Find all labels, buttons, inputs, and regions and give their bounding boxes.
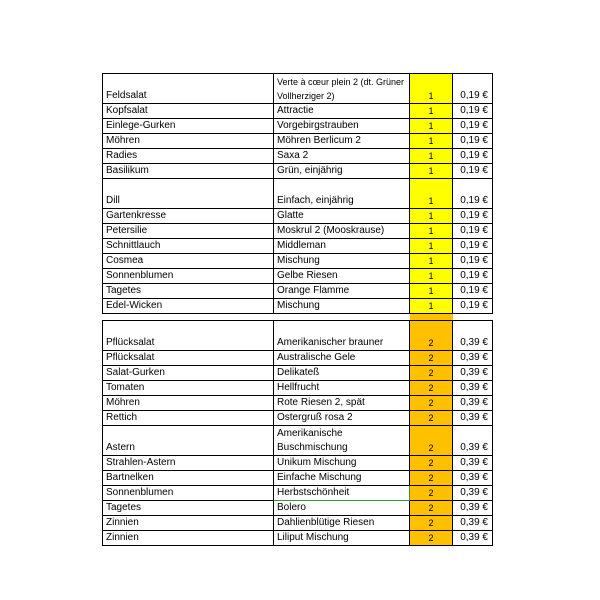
plant-cell[interactable]: Sonnenblumen: [103, 486, 274, 501]
plant-cell[interactable]: Edel-Wicken: [103, 299, 274, 314]
table-row: [103, 501, 493, 516]
level-cell[interactable]: 1: [410, 239, 453, 254]
plant-cell[interactable]: Möhren: [103, 396, 274, 411]
level-cell[interactable]: 1: [410, 179, 453, 209]
table-row: [103, 209, 493, 224]
price-cell[interactable]: 0,19 €: [453, 284, 493, 299]
price-cell[interactable]: 0,39 €: [453, 321, 493, 351]
plant-cell[interactable]: Radies: [103, 149, 274, 164]
price-cell[interactable]: 0,39 €: [453, 426, 493, 456]
price-cell[interactable]: 0,19 €: [453, 299, 493, 314]
level-cell[interactable]: 1: [410, 134, 453, 149]
table-row: [103, 411, 493, 426]
variety-cell[interactable]: Middleman: [274, 239, 410, 254]
price-cell[interactable]: 0,19 €: [453, 179, 493, 209]
level-cell[interactable]: 2: [410, 501, 453, 516]
plant-cell[interactable]: Rettich: [103, 411, 274, 426]
price-cell[interactable]: 0,19 €: [453, 239, 493, 254]
plant-cell[interactable]: Astern: [103, 426, 274, 456]
table-row: [103, 299, 493, 314]
variety-cell[interactable]: Möhren Berlicum 2: [274, 134, 410, 149]
variety-cell[interactable]: Liliput Mischung: [274, 531, 410, 546]
plant-cell[interactable]: Petersilie: [103, 224, 274, 239]
level-cell[interactable]: 1: [410, 164, 453, 179]
level-cell[interactable]: 2: [410, 366, 453, 381]
table-row: [103, 239, 493, 254]
table-row: [103, 381, 493, 396]
level-cell[interactable]: 1: [410, 149, 453, 164]
spacer-cell: [103, 314, 274, 321]
variety-cell[interactable]: Australische Gele: [274, 351, 410, 366]
plant-cell[interactable]: Feldsalat: [103, 74, 274, 104]
price-cell[interactable]: 0,39 €: [453, 456, 493, 471]
variety-cell[interactable]: Attractie: [274, 104, 410, 119]
price-cell[interactable]: 0,19 €: [453, 209, 493, 224]
table-row: [103, 471, 493, 486]
price-cell[interactable]: 0,39 €: [453, 531, 493, 546]
table-row: [103, 179, 493, 209]
seed-price-table: [102, 73, 493, 546]
variety-cell[interactable]: Amerikanische Buschmischung: [274, 426, 410, 456]
level-cell[interactable]: 1: [410, 224, 453, 239]
price-cell[interactable]: 0,19 €: [453, 119, 493, 134]
level-cell[interactable]: 2: [410, 396, 453, 411]
variety-cell[interactable]: Einfach, einjährig: [274, 179, 410, 209]
level-cell[interactable]: 1: [410, 104, 453, 119]
variety-cell[interactable]: Vorgebirgstrauben: [274, 119, 410, 134]
plant-cell[interactable]: Cosmea: [103, 254, 274, 269]
variety-cell[interactable]: Einfache Mischung: [274, 471, 410, 486]
price-cell[interactable]: 0,19 €: [453, 254, 493, 269]
table-row: [103, 284, 493, 299]
level-cell[interactable]: 2: [410, 411, 453, 426]
table-row: [103, 164, 493, 179]
variety-cell[interactable]: Glatte: [274, 209, 410, 224]
variety-cell[interactable]: Ostergruß rosa 2: [274, 411, 410, 426]
price-cell[interactable]: 0,19 €: [453, 104, 493, 119]
table-row: [103, 269, 493, 284]
plant-cell[interactable]: Tagetes: [103, 284, 274, 299]
variety-cell[interactable]: Rote Riesen 2, spät: [274, 396, 410, 411]
plant-cell[interactable]: Salat-Gurken: [103, 366, 274, 381]
table-row: [103, 321, 493, 351]
plant-cell[interactable]: Basilikum: [103, 164, 274, 179]
price-cell[interactable]: 0,19 €: [453, 149, 493, 164]
level-cell[interactable]: 1: [410, 284, 453, 299]
price-cell[interactable]: 0,39 €: [453, 351, 493, 366]
plant-cell[interactable]: Möhren: [103, 134, 274, 149]
table-row: [103, 224, 493, 239]
level-cell[interactable]: 1: [410, 74, 453, 104]
price-cell[interactable]: 0,39 €: [453, 486, 493, 501]
variety-cell[interactable]: Saxa 2: [274, 149, 410, 164]
spacer-cell: [453, 314, 493, 321]
spacer-cell: [274, 314, 410, 321]
price-cell[interactable]: 0,19 €: [453, 134, 493, 149]
group-spacer-row: [103, 314, 493, 321]
level-cell[interactable]: 2: [410, 531, 453, 546]
table-row: [103, 149, 493, 164]
plant-cell[interactable]: Schnittlauch: [103, 239, 274, 254]
price-cell[interactable]: 0,39 €: [453, 516, 493, 531]
table-row: [103, 351, 493, 366]
variety-cell[interactable]: Moskrul 2 (Mooskrause): [274, 224, 410, 239]
level-cell[interactable]: 1: [410, 254, 453, 269]
plant-cell[interactable]: Sonnenblumen: [103, 269, 274, 284]
level-cell[interactable]: 2: [410, 486, 453, 501]
level-cell[interactable]: 2: [410, 426, 453, 456]
level-cell[interactable]: 1: [410, 119, 453, 134]
price-cell[interactable]: 0,39 €: [453, 411, 493, 426]
plant-cell[interactable]: Zinnien: [103, 531, 274, 546]
table-row: [103, 456, 493, 471]
variety-cell[interactable]: Unikum Mischung: [274, 456, 410, 471]
variety-cell[interactable]: Mischung: [274, 299, 410, 314]
level-cell[interactable]: 2: [410, 471, 453, 486]
level-cell[interactable]: 1: [410, 269, 453, 284]
plant-cell[interactable]: Kopfsalat: [103, 104, 274, 119]
table-row: [103, 396, 493, 411]
plant-cell[interactable]: Bartnelken: [103, 471, 274, 486]
table-row: [103, 366, 493, 381]
level-cell[interactable]: 1: [410, 299, 453, 314]
table-row: [103, 104, 493, 119]
variety-cell[interactable]: Grün, einjährig: [274, 164, 410, 179]
level-cell[interactable]: 2: [410, 381, 453, 396]
price-cell[interactable]: 0,19 €: [453, 74, 493, 104]
plant-cell[interactable]: Tagetes: [103, 501, 274, 516]
variety-cell[interactable]: Herbstschönheit: [274, 486, 410, 501]
table-row: [103, 74, 493, 104]
spacer-cell: [410, 314, 453, 321]
table-row: [103, 531, 493, 546]
price-cell[interactable]: 0,39 €: [453, 396, 493, 411]
variety-cell[interactable]: Mischung: [274, 254, 410, 269]
price-cell[interactable]: 0,39 €: [453, 366, 493, 381]
plant-cell[interactable]: Strahlen-Astern: [103, 456, 274, 471]
plant-cell[interactable]: Pflücksalat: [103, 321, 274, 351]
level-cell[interactable]: 2: [410, 516, 453, 531]
plant-cell[interactable]: Gartenkresse: [103, 209, 274, 224]
plant-cell[interactable]: Einlege-Gurken: [103, 119, 274, 134]
plant-cell[interactable]: Zinnien: [103, 516, 274, 531]
price-cell[interactable]: 0,19 €: [453, 269, 493, 284]
variety-cell[interactable]: Delikateß: [274, 366, 410, 381]
table-row: [103, 426, 493, 456]
variety-cell[interactable]: Verte à cœur plein 2 (dt. Grüner Vollherziger 2): [274, 74, 410, 104]
variety-cell[interactable]: Bolero: [274, 501, 410, 516]
level-cell[interactable]: 2: [410, 456, 453, 471]
price-cell[interactable]: 0,19 €: [453, 164, 493, 179]
price-cell[interactable]: 0,19 €: [453, 224, 493, 239]
level-cell[interactable]: 2: [410, 321, 453, 351]
price-cell[interactable]: 0,39 €: [453, 471, 493, 486]
level-cell[interactable]: 2: [410, 351, 453, 366]
plant-cell[interactable]: Pflücksalat: [103, 351, 274, 366]
plant-cell[interactable]: Dill: [103, 179, 274, 209]
variety-cell[interactable]: Gelbe Riesen: [274, 269, 410, 284]
variety-cell[interactable]: Amerikanischer brauner: [274, 321, 410, 351]
table-row: [103, 119, 493, 134]
table-row: [103, 516, 493, 531]
price-cell[interactable]: 0,39 €: [453, 381, 493, 396]
variety-cell[interactable]: Hellfrucht: [274, 381, 410, 396]
plant-cell[interactable]: Tomaten: [103, 381, 274, 396]
seed-price-table-body: [103, 74, 493, 546]
variety-cell[interactable]: Dahlienblütige Riesen: [274, 516, 410, 531]
level-cell[interactable]: 1: [410, 209, 453, 224]
table-row: [103, 134, 493, 149]
table-row: [103, 254, 493, 269]
table-row: [103, 486, 493, 501]
variety-cell[interactable]: Orange Flamme: [274, 284, 410, 299]
price-cell[interactable]: 0,39 €: [453, 501, 493, 516]
